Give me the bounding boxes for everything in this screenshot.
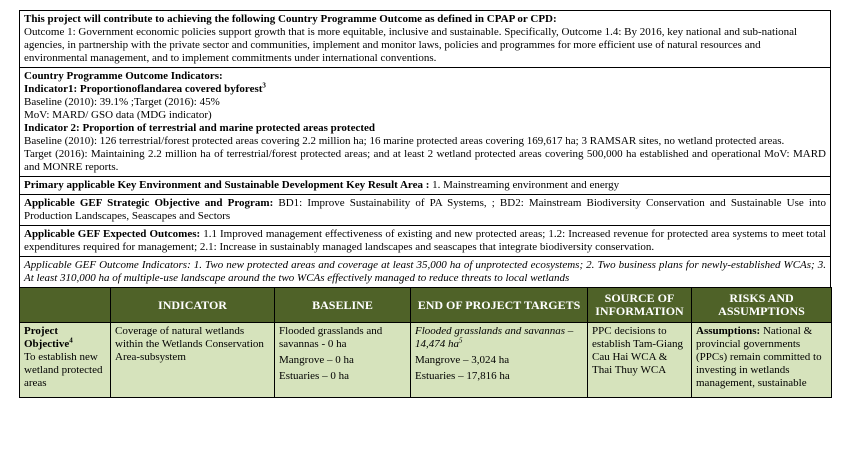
indicator-1-baseline: Baseline (2010): 39.1% ;Target (2016): 45% [24, 96, 220, 108]
baseline-item: Mangrove – 0 ha [279, 354, 354, 366]
assumptions-text: National & provincial governments (PPCs) remain committed to investing in wetlands management, sustainable [696, 325, 822, 389]
table-header-cell: SOURCE OF INFORMATION [588, 288, 692, 323]
footnote-marker: 5 [459, 336, 463, 345]
gef-indicators-label: Applicable GEF Outcome Indicators: [24, 259, 191, 271]
gef-strategic-label: Applicable GEF Strategic Objective and Program: [24, 197, 274, 209]
kra-text: 1. Mainstreaming environment and energy [429, 179, 620, 191]
table-row [20, 323, 832, 398]
risks-cell [692, 323, 832, 398]
table-header-cell: INDICATOR [111, 288, 275, 323]
indicator-cell: Coverage of natural wetlands within the Wetlands Conservation Area-subsystem [111, 323, 275, 398]
indicators-section [19, 67, 831, 176]
targets-cell [411, 323, 588, 398]
target-item: Flooded grasslands and savannas – 14,474 $ha^5$ [415, 325, 574, 350]
objective-cell [20, 323, 111, 398]
table-header-cell: END OF PROJECT TARGETS [411, 288, 588, 323]
assumptions-label: Assumptions: [696, 325, 761, 337]
outcome-section [19, 10, 831, 67]
gef-outcomes-section [19, 225, 831, 256]
footnote-marker: 3 [262, 81, 266, 90]
gef-outcomes-label: Applicable GEF Expected Outcomes: [24, 228, 201, 240]
table-header-row [20, 288, 832, 323]
indicator-2-target: Target (2016): Maintaining 2.2 million ha of terrestrial/forest protected areas; and at least 2 wetland protected areas covering 500,000 ha established and operational MoV: MARD and MONRE reports. [24, 148, 826, 173]
table-header-cell: BASELINE [275, 288, 411, 323]
indicator-1-mov: MoV: MARD/ GSO data (MDG indicator) [24, 109, 212, 121]
table-header-cell [20, 288, 111, 323]
baseline-item: Estuaries – 0 ha [279, 370, 349, 382]
table-header-cell: RISKS AND ASSUMPTIONS [692, 288, 832, 323]
objective-label: Project Objective$^4$ [24, 325, 73, 350]
document-page [19, 10, 831, 398]
baseline-cell [275, 323, 411, 398]
gef-outcomes-text: 1.1 Improved management effectiveness of existing and new protected areas; 1.2: Increased revenue for protected area systems to meet total expenditures required for management; 2.1: Increase in sustainably managed landscapes and seascapes that integrate biodiversity conservation. [24, 228, 826, 253]
kra-label: Primary applicable Key Environment and Sustainable Development Key Result Area : [24, 179, 430, 191]
source-cell: PPC decisions to establish Tam-Giang Cau Hai WCA & Thai Thuy WCA [588, 323, 692, 398]
results-framework-table [19, 287, 832, 398]
baseline-item: Flooded grasslands and savannas - 0 ha [279, 325, 383, 350]
gef-indicators-section [19, 256, 831, 287]
indicator-1-title: Indicator1: Proportionoflandarea covered byforest$^3$ [24, 81, 266, 95]
target-item: Estuaries – 17,816 ha [415, 370, 510, 382]
gef-strategic-section [19, 194, 831, 225]
footnote-marker: 4 [69, 336, 73, 345]
outcome-text: Outcome 1: Government economic policies support growth that is more equitable, inclusive and sustainable. Specifically, Outcome 1.4: By 2016, key national and sub-national agencies, in partnership with the private sector and communities, implement and monitor laws, policies and programmes for more efficient use of natural resources and environmental management, and to implement commitments under international conventions. [24, 26, 798, 64]
indicator-2-title: Indicator 2: Proportion of terrestrial and marine protected areas protected [24, 122, 376, 134]
indicators-heading: Country Programme Outcome Indicators: [24, 70, 223, 82]
gef-strategic-text: BD1: Improve Sustainability of PA Systems, ; BD2: Mainstream Biodiversity Conservation and Sustainable Use into Production Landscapes, Seascapes and Sectors [24, 197, 826, 222]
outcome-heading: This project will contribute to achieving the following Country Programme Outcome as defined in CPAP or CPD: [24, 13, 557, 25]
kra-section [19, 176, 831, 194]
indicator-2-baseline: Baseline (2010): 126 terrestrial/forest protected areas covering 2.2 million ha; 16 marine protected areas covering 169,617 ha; 3 RAMSAR sites, no wetland protected areas. [24, 135, 785, 147]
target-item: Mangrove – 3,024 ha [415, 354, 510, 366]
objective-text: To establish new wetland protected areas [24, 351, 103, 389]
gef-indicators-text: 1. Two new protected areas and coverage at least 35,000 ha of unprotected ecosystems; 2. Two business plans for newly-established WCAs; 3. At least 310,000 ha of multiple-use landscape around the two WCAs effectively managed to reduce threats to local wetlands [24, 259, 826, 284]
